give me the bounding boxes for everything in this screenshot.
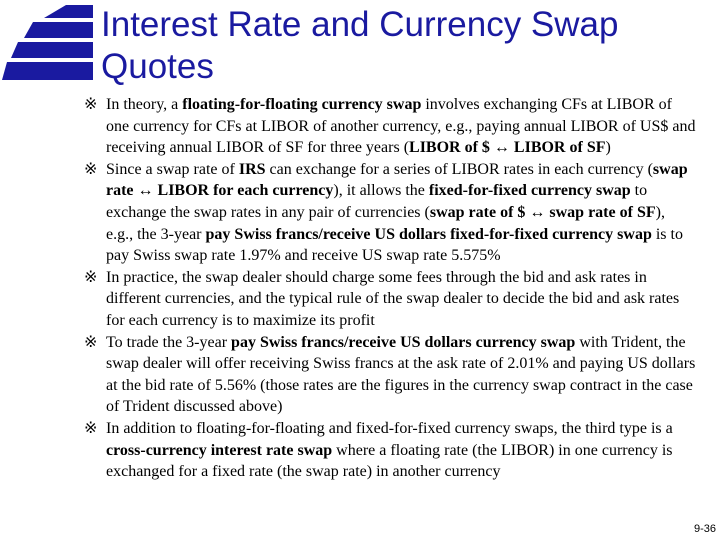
bold-phrase: LIBOR of $ ↔ LIBOR of SF bbox=[409, 139, 606, 157]
bold-phrase: swap rate ↔ LIBOR for each currency bbox=[106, 160, 688, 200]
text-run: In theory, a bbox=[106, 96, 183, 113]
text-run: ) bbox=[605, 139, 611, 157]
bold-phrase: floating-for-floating currency swap bbox=[182, 96, 422, 113]
bold-phrase: fixed-for-fixed currency swap bbox=[428, 182, 631, 200]
logo-stripe-1 bbox=[44, 5, 93, 18]
bullet-item bbox=[84, 94, 696, 159]
text-run: To trade the 3-year bbox=[106, 333, 232, 351]
text-run: ), it allows the bbox=[333, 182, 429, 200]
bullet-mark-icon: ※ bbox=[84, 333, 98, 351]
text-run: involves exchanging CFs at LIBOR of one currency for CFs at LIBOR of another currency, e.g., paying annual LIBOR of US$ and receiving annual LIBOR of SF for three years ( bbox=[106, 96, 696, 157]
bullet-text bbox=[106, 334, 695, 416]
bullet-mark-icon: ※ bbox=[84, 96, 98, 113]
bullet-item bbox=[84, 267, 696, 332]
bullet-text bbox=[106, 161, 688, 264]
text-run: to exchange the swap rates in any pair of currencies ( bbox=[106, 182, 648, 221]
slide-title: Interest Rate and Currency Swap Quotes bbox=[101, 5, 619, 86]
slide-logo bbox=[0, 0, 95, 90]
bold-phrase: swap rate of $ ↔ swap rate of SF bbox=[429, 203, 656, 221]
logo-stripe-2 bbox=[24, 22, 93, 38]
bullet-text bbox=[106, 96, 695, 156]
bullet-item bbox=[84, 418, 696, 483]
text-run: Since a swap rate of bbox=[106, 160, 239, 178]
bold-phrase: pay Swiss francs/receive US dollars currency swap bbox=[231, 333, 576, 351]
bold-phrase: cross-currency interest rate swap bbox=[106, 441, 333, 459]
bullet-text bbox=[106, 420, 673, 480]
slide-body bbox=[84, 94, 696, 483]
logo-stripe-3 bbox=[11, 42, 93, 58]
page-number: 9-36 bbox=[693, 523, 716, 535]
bullet-text bbox=[106, 269, 679, 329]
text-run: ), e.g., the 3-year bbox=[106, 203, 665, 243]
bold-phrase: pay Swiss francs/receive US dollars fixed-for-fixed currency swap bbox=[205, 225, 652, 243]
text-run: is to pay Swiss swap rate 1.97% and receive US swap rate 5.575% bbox=[106, 225, 683, 265]
bullet-mark-icon: ※ bbox=[84, 160, 98, 178]
logo-stripe-4 bbox=[2, 62, 93, 80]
bold-phrase: IRS bbox=[238, 160, 266, 178]
bullet-mark-icon: ※ bbox=[84, 419, 98, 437]
text-run: In practice, the swap dealer should charge some fees through the bid and ask rates in different currencies, and the typical rule of the swap dealer to decide the bid and ask rates for each currency is to maximize its profit bbox=[106, 268, 680, 329]
bullet-mark-icon: ※ bbox=[84, 268, 98, 286]
text-run: In addition to floating-for-floating and fixed-for-fixed currency swaps, the third type is a bbox=[106, 419, 673, 437]
text-run: with Trident, the swap dealer will offer receiving Swiss francs at the ask rate of 2.01% and paying US dollars at the bid rate of 5.56% (those rates are the figures in the currency swap contract in the case of Trident discussed above) bbox=[106, 333, 696, 416]
bullet-item bbox=[84, 332, 696, 418]
bullet-item bbox=[84, 159, 696, 267]
text-run: where a floating rate (the LIBOR) in one currency is exchanged for a fixed rate (the swap rate) in another currency bbox=[106, 441, 673, 481]
text-run: can exchange for a series of LIBOR rates in each currency ( bbox=[265, 160, 653, 178]
